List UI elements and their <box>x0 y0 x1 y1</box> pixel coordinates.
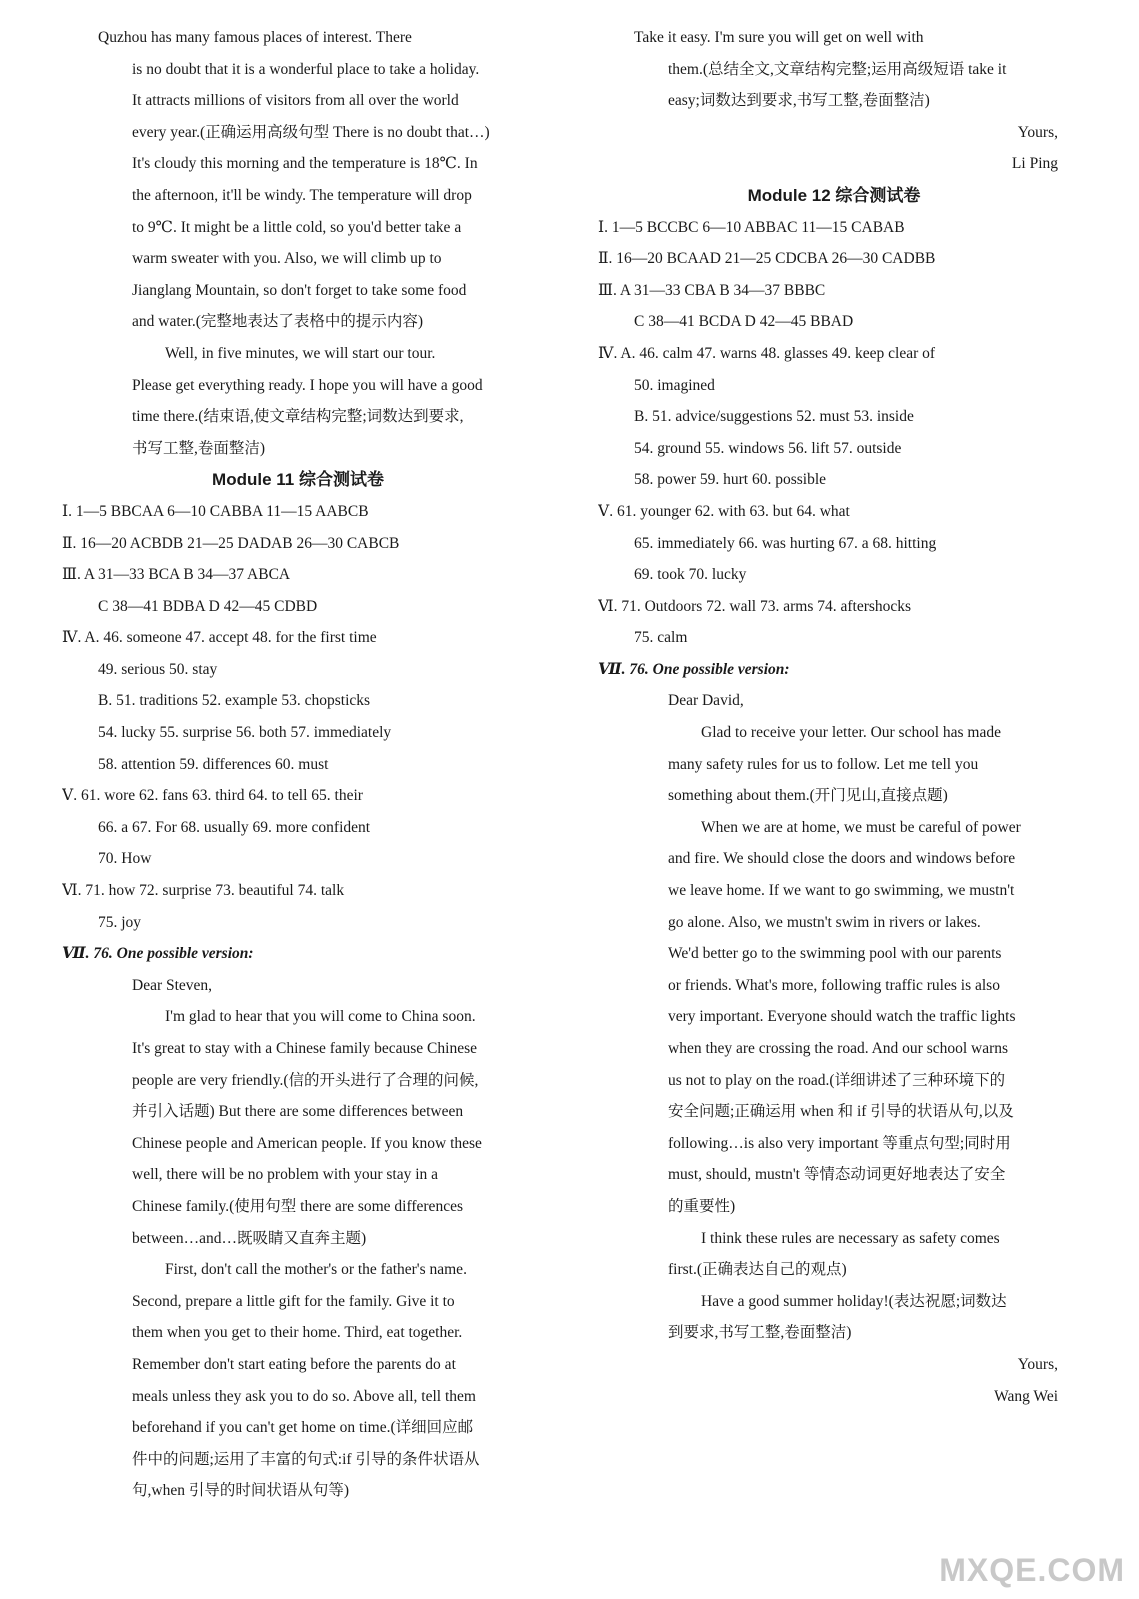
watermark: MXQE.COM <box>939 1552 1125 1588</box>
text-line: Chinese family.(使用句型 there are some differences <box>132 1197 463 1215</box>
text-line: Ⅲ. A 31—33 BCA B 34—37 ABCA <box>62 566 291 584</box>
text-line: well, there will be no problem with your stay in a <box>132 1166 439 1184</box>
text-line: 的重要性) <box>668 1197 736 1215</box>
text-line: Ⅱ. 16—20 BCAAD 21—25 CDCBA 26—30 CADBB <box>598 250 936 268</box>
text-line: Chinese people and American people. If you know these <box>132 1134 482 1152</box>
text-line: meals unless they ask you to do so. Above all, tell them <box>132 1387 476 1405</box>
text-line: many safety rules for us to follow. Let me tell you <box>668 755 979 773</box>
text-line: Ⅰ. 1—5 BCCBC 6—10 ABBAC 11—15 CABAB <box>598 218 905 236</box>
text-line: us not to play on the road.(详细讲述了三种环境下的 <box>668 1071 1006 1089</box>
text-line: 50. imagined <box>634 376 715 394</box>
text-line: Dear Steven, <box>132 976 213 994</box>
text-line: 到要求,书写工整,卷面整洁) <box>668 1324 852 1342</box>
text-line: 书写工整,卷面整洁) <box>132 439 266 457</box>
text-line: 66. a 67. For 68. usually 69. more confident <box>98 818 371 836</box>
text-line: 54. ground 55. windows 56. lift 57. outside <box>634 439 902 457</box>
text-line: Ⅵ. 71. Outdoors 72. wall 73. arms 74. aftershocks <box>598 597 912 615</box>
text-line: people are very friendly.(信的开头进行了合理的问候, <box>132 1071 479 1089</box>
section-heading: Module 12 综合测试卷 <box>747 185 921 205</box>
text-line: Ⅲ. A 31—33 CBA B 34—37 BBBC <box>598 281 826 299</box>
text-line: 75. joy <box>98 913 142 931</box>
text-line: the afternoon, it'll be windy. The temperature will drop <box>132 186 472 204</box>
text-line: Dear David, <box>668 692 744 710</box>
text-line: we leave home. If we want to go swimming, we mustn't <box>668 882 1015 900</box>
text-line: Ⅱ. 16—20 ACBDB 21—25 DADAB 26—30 CABCB <box>62 534 400 552</box>
text-line: Ⅳ. A. 46. someone 47. accept 48. for the first time <box>62 629 377 647</box>
text-line: between…and…既吸睛又直奔主题) <box>132 1229 367 1247</box>
text-line: First, don't call the mother's or the father's name. <box>165 1261 467 1279</box>
text-line: 句,when 引导的时间状语从句等) <box>132 1482 349 1500</box>
text-line: 并引入话题) But there are some differences between <box>132 1103 464 1121</box>
text-line: and fire. We should close the doors and windows before <box>668 850 1016 868</box>
text-line: Please get everything ready. I hope you will have a good <box>132 376 483 394</box>
text-line: Quzhou has many famous places of interest. There <box>98 29 412 46</box>
text-line: every year.(正确运用高级句型 There is no doubt that…) <box>132 123 490 141</box>
text-line: following…is also very important 等重点句型;同时用 <box>668 1134 1011 1152</box>
text-line: them.(总结全文,文章结构完整;运用高级短语 take it <box>668 60 1007 78</box>
text-line: Take it easy. I'm sure you will get on well with <box>634 29 924 46</box>
text-line: Ⅴ. 61. wore 62. fans 63. third 64. to tell 65. their <box>62 787 363 805</box>
text-line: go alone. Also, we mustn't swim in rivers or lakes. <box>668 913 981 931</box>
text-line: must, should, mustn't 等情态动词更好地表达了安全 <box>668 1166 1006 1184</box>
text-line: something about them.(开门见山,直接点题) <box>668 787 948 805</box>
text-line: Ⅴ. 61. younger 62. with 63. but 64. what <box>598 502 850 520</box>
text-line: It attracts millions of visitors from all over the world <box>132 92 459 110</box>
text-line: Have a good summer holiday!(表达祝愿;词数达 <box>701 1292 1007 1310</box>
text-line: Ⅰ. 1—5 BBCAA 6—10 CABBA 11—15 AABCB <box>62 502 369 520</box>
text-line: 58. power 59. hurt 60. possible <box>634 471 827 489</box>
text-line: I think these rules are necessary as safety comes <box>701 1229 1000 1247</box>
text-line: Li Ping <box>1011 155 1058 173</box>
text-line: when they are crossing the road. And our school warns <box>668 1040 1009 1057</box>
text-line: Glad to receive your letter. Our school has made <box>701 724 1001 742</box>
text-line: 49. serious 50. stay <box>98 660 218 678</box>
text-line: It's great to stay with a Chinese family because Chinese <box>132 1040 477 1057</box>
text-line: C 38—41 BCDA D 42—45 BBAD <box>634 313 854 331</box>
text-line: Yours, <box>1017 1355 1058 1373</box>
text-line: very important. Everyone should watch the traffic lights <box>668 1008 1016 1026</box>
text-line: Yours, <box>1017 123 1058 141</box>
section-heading: Module 11 综合测试卷 <box>212 470 384 490</box>
text-line: I'm glad to hear that you will come to China soon. <box>165 1008 476 1026</box>
text-line: Jianglang Mountain, so don't forget to take some food <box>132 281 467 299</box>
text-line: 件中的问题;运用了丰富的句式:if 引导的条件状语从 <box>132 1450 480 1468</box>
text-line: Ⅶ. 76. One possible version: <box>598 660 790 678</box>
text-line: first.(正确表达自己的观点) <box>668 1261 847 1279</box>
text-line: beforehand if you can't get home on time.(详细回应邮 <box>132 1419 474 1437</box>
text-line: 75. calm <box>634 629 688 647</box>
text-line: It's cloudy this morning and the temperature is 18℃. In <box>132 155 478 173</box>
text-line: B. 51. traditions 52. example 53. chopsticks <box>98 692 371 710</box>
text-line: Remember don't start eating before the parents do at <box>132 1355 456 1373</box>
text-line: or friends. What's more, following traffic rules is also <box>668 976 1000 994</box>
text-line: 65. immediately 66. was hurting 67. a 68. hitting <box>634 534 937 552</box>
text-line: C 38—41 BDBA D 42—45 CDBD <box>98 597 318 615</box>
text-line: 70. How <box>98 850 152 868</box>
text-line: 安全问题;正确运用 when 和 if 引导的状语从句,以及 <box>668 1103 1014 1121</box>
text-line: 54. lucky 55. surprise 56. both 57. immediately <box>98 724 392 742</box>
text-line: warm sweater with you. Also, we will climb up to <box>132 250 442 268</box>
text-line: Wang Wei <box>994 1387 1058 1405</box>
text-line: Well, in five minutes, we will start our tour. <box>165 344 436 362</box>
text-line: and water.(完整地表达了表格中的提示内容) <box>132 313 424 331</box>
text-line: Ⅳ. A. 46. calm 47. warns 48. glasses 49. keep clear of <box>598 344 936 362</box>
text-line: Ⅵ. 71. how 72. surprise 73. beautiful 74. talk <box>62 882 345 900</box>
text-line: Second, prepare a little gift for the family. Give it to <box>132 1292 455 1310</box>
left-column <box>62 22 534 1507</box>
text-line: to 9℃. It might be a little cold, so you'd better take a <box>132 218 462 236</box>
text-line: When we are at home, we must be careful of power <box>701 818 1021 836</box>
text-line: 58. attention 59. differences 60. must <box>98 755 329 773</box>
text-line: 69. took 70. lucky <box>634 566 747 584</box>
right-column <box>598 22 1070 1412</box>
text-line: B. 51. advice/suggestions 52. must 53. inside <box>634 408 914 426</box>
text-line: We'd better go to the swimming pool with our parents <box>668 945 1002 963</box>
text-line: is no doubt that it is a wonderful place to take a holiday. <box>132 60 480 78</box>
text-line: time there.(结束语,使文章结构完整;词数达到要求, <box>132 408 464 426</box>
text-line: Ⅶ. 76. One possible version: <box>62 945 254 963</box>
text-line: easy;词数达到要求,书写工整,卷面整洁) <box>668 92 930 110</box>
text-line: them when you get to their home. Third, eat together. <box>132 1324 463 1342</box>
